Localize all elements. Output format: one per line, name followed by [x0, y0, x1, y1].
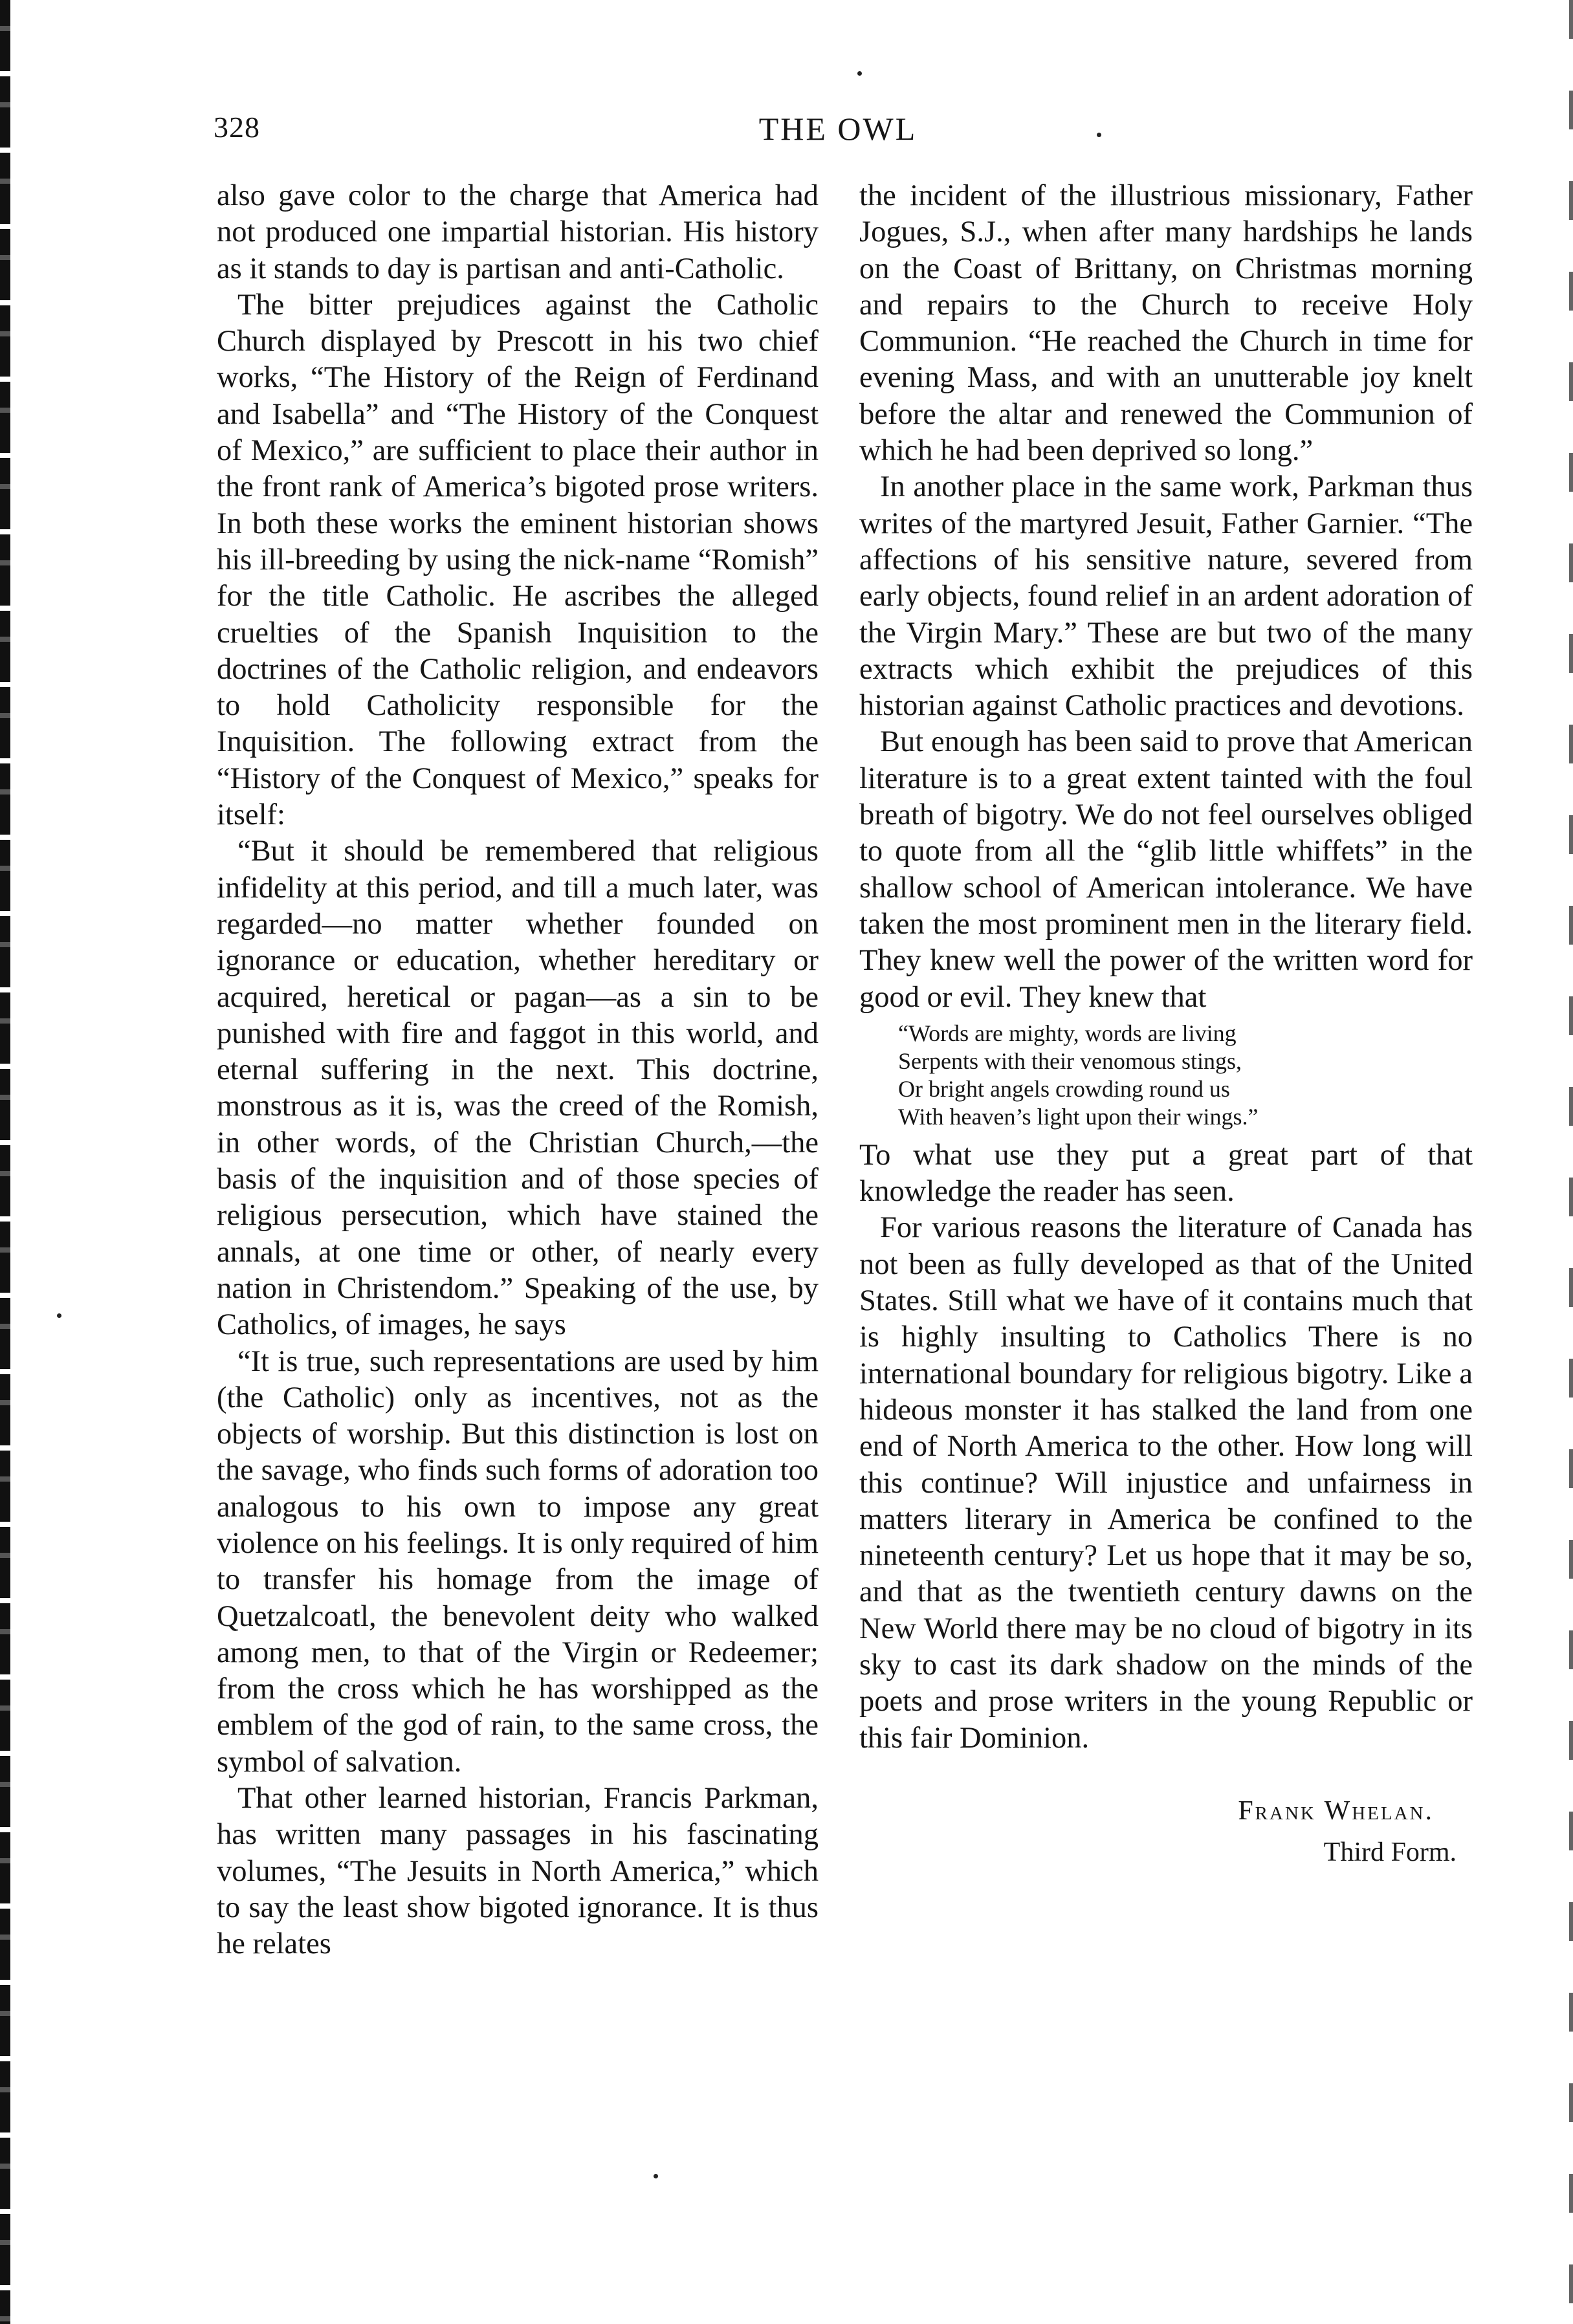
poem-line: “Words are mighty, words are living — [898, 1020, 1237, 1046]
page-number: 328 — [214, 111, 260, 144]
paragraph: To what use they put a great part of that knowledge the reader has seen. — [859, 1138, 1473, 1209]
scan-speck — [857, 71, 862, 76]
scan-speck — [654, 2174, 658, 2178]
running-title: THE OWL — [758, 111, 918, 147]
paragraph: In another place in the same work, Parkman thus writes of the martyred Jesuit, Father Garnier. “The affections of his sensitive nature, severed from early objects, found relief in an ardent adoration of the Virgin Mary.” These are but two of the many extracts which exhibit the prejudices of this historian against Catholic practices and devotions. — [859, 470, 1473, 723]
paragraph: But enough has been said to prove that American literature is to a great extent tainted with the foul breath of bigotry. We do not feel ourselves obliged to quote from all the “glib little whiffets” in the shallow school of American intolerance. We have taken the most prominent men in the literary field. They knew well the power of the written word for good or evil. They knew that — [859, 725, 1473, 1014]
scan-binding-edge — [0, 0, 10, 2324]
poem-line: Or bright angels crowding round us — [898, 1075, 1230, 1102]
left-column — [217, 178, 819, 1963]
paragraph: For various reasons the literature of Canada has not been as fully developed as that of the United States. Still what we have of it contains much that is highly insulting to Catholics There is no international boundary for religious bigotry. Like a hideous monster it has stalked the land from one end of North America to the other. How long will this continue? Will injustice and unfairness in matters literary in America be confined to the nineteenth century? Let us hope that it may be so, and that as the twentieth century dawns on the New World there may be no cloud of bigotry in its sky to cast its dark shadow on the minds of the poets and prose writers in the young Republic or this fair Dominion. — [859, 1211, 1473, 1755]
poem-quote — [898, 1020, 1473, 1131]
right-column — [859, 178, 1473, 1870]
quote-paragraph: “It is true, such representations are used by him (the Catholic) only as incentives, not as the objects of worship. But this distinction is lost on the savage, who finds such forms of adoration too analogous to his own to impose any great violence on his feelings. It is only required of him to transfer his homage from the image of Quetzalcoatl, the benevolent deity who walked among men, to that of the Virgin or Redeemer; from the cross which he has worshipped as the emblem of the god of rain, to the same cross, the symbol of salvation. — [217, 1344, 819, 1779]
poem-line: Serpents with their venomous stings, — [898, 1047, 1242, 1074]
scan-speck — [57, 1313, 61, 1318]
paragraph: the incident of the illustrious missionary, Father Jogues, S.J., when after many hardships he lands on the Coast of Brittany, on Christmas morning and repairs to the Church to receive Holy Communion. “He reached the Church in time for evening Mass, and with an unutterable joy knelt before the altar and renewed the Communion of which he had been deprived so long.” — [859, 179, 1473, 468]
page-header — [214, 110, 1462, 162]
author-form: Third Form. — [1323, 1837, 1457, 1868]
scan-right-edge — [1569, 0, 1573, 2324]
paragraph: also gave color to the charge that America had not produced one impartial historian. His history as it stands to day is partisan and anti-Catholic. — [217, 179, 819, 285]
paragraph: The bitter prejudices against the Catholic Church displayed by Prescott in his two chief works, “The History of the Reign of Ferdinand and Isabella” and “The History of the Conquest of Mexico,” are sufficient to place their author in the front rank of America’s bigoted prose writers. In both these works the eminent historian shows his ill-breeding by using the nick-name “Romish” for the title Catholic. He ascribes the alleged cruelties of the Spanish Inquisition to the doctrines of the Catholic religion, and endeavors to hold Catholicity responsible for the Inquisition. The following extract from the “History of the Conquest of Mexico,” speaks for itself: — [217, 288, 819, 832]
paragraph: That other learned historian, Francis Parkman, has written many passages in his fascinating volumes, “The Jesuits in North America,” which to say the least show bigoted ignorance. It is thus he relates — [217, 1782, 819, 1961]
scan-speck — [1097, 133, 1101, 137]
author-signature: Frank Whelan. — [1238, 1795, 1434, 1826]
quote-paragraph: “But it should be remembered that religious infidelity at this period, and till a much later, was regarded—no matter whether founded on ignorance or education, whether hereditary or acquired, heretical or pagan—as a sin to be punished with fire and faggot in this world, and eternal suffering in the next. This doctrine, monstrous as it is, was the creed of the Romish, in other words, of the Christian Church,—the basis of the inquisition and of those species of religious persecution, which have stained the annals, at one time or other, of nearly every nation in Christendom.” Speaking of the use, by Catholics, of images, he says — [217, 835, 819, 1342]
poem-line: With heaven’s light upon their wings.” — [898, 1103, 1259, 1130]
